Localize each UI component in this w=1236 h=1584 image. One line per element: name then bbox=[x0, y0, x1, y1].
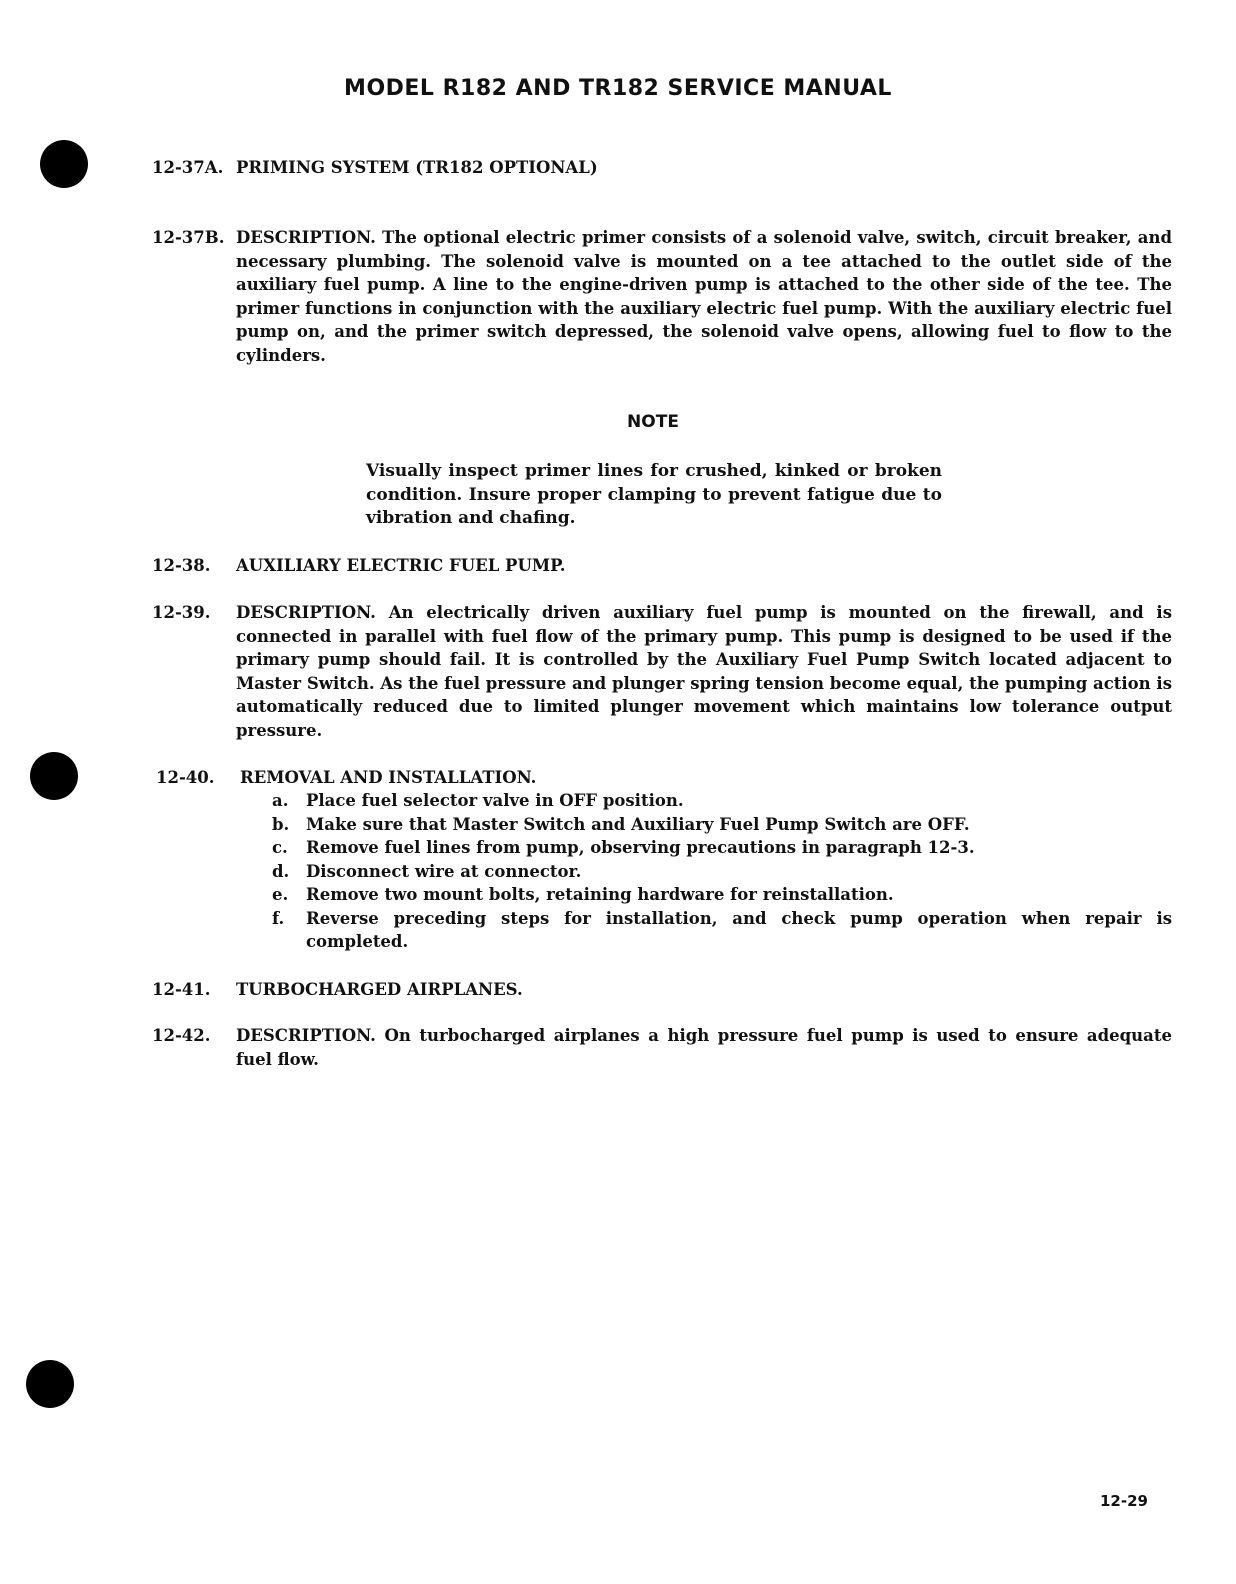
punch-hole-middle bbox=[30, 752, 78, 800]
step-text: Reverse preceding steps for installation, and check pump operation when repair is completed. bbox=[306, 908, 1172, 951]
step-letter: e. bbox=[272, 885, 289, 904]
list-item bbox=[270, 813, 1172, 837]
list-item bbox=[270, 883, 1172, 907]
page-number: 12-29 bbox=[1100, 1492, 1148, 1510]
section-12-38 bbox=[152, 554, 1172, 578]
section-title: AUXILIARY ELECTRIC FUEL PUMP. bbox=[236, 556, 566, 575]
section-title: REMOVAL AND INSTALLATION. bbox=[240, 768, 537, 787]
section-text: DESCRIPTION. An electrically driven auxiliary fuel pump is mounted on the firewall, and is connected in parallel with fuel flow of the primary pump. This pump is designed to be used if the primary pump should fail. It is controlled by the Auxiliary Fuel Pump Switch located adjacent to Master Switch. As the fuel pressure and plunger spring tension become equal, the pumping action is automatically reduced due to limited plunger movement which maintains low tolerance output pressure. bbox=[236, 603, 1172, 740]
section-number: 12-40. bbox=[156, 768, 215, 787]
section-12-37a bbox=[152, 156, 1172, 180]
page-title: MODEL R182 AND TR182 SERVICE MANUAL bbox=[344, 76, 892, 101]
step-text: Make sure that Master Switch and Auxiliary Fuel Pump Switch are OFF. bbox=[306, 814, 970, 834]
punch-hole-bottom bbox=[26, 1360, 74, 1408]
section-12-41 bbox=[152, 978, 1172, 1002]
section-number: 12-42. bbox=[152, 1026, 211, 1045]
step-text: Remove fuel lines from pump, observing precautions in paragraph 12-3. bbox=[306, 838, 975, 857]
punch-hole-top bbox=[40, 140, 88, 188]
note-heading: NOTE bbox=[627, 412, 679, 432]
section-12-39 bbox=[152, 601, 1172, 742]
step-letter: c. bbox=[272, 838, 288, 857]
section-number: 12-39. bbox=[152, 603, 211, 622]
list-item bbox=[270, 789, 1172, 813]
list-item bbox=[270, 860, 1172, 884]
removal-steps-list bbox=[270, 789, 1172, 954]
list-item bbox=[270, 836, 1172, 860]
section-number: 12-37B. bbox=[152, 228, 225, 247]
note-text: Visually inspect primer lines for crushed, kinked or broken condition. Insure proper clamping to prevent fatigue due to vibration and chafing. bbox=[366, 461, 942, 528]
step-text: Remove two mount bolts, retaining hardware for reinstallation. bbox=[306, 885, 894, 904]
section-text: DESCRIPTION. The optional electric primer consists of a solenoid valve, switch, circuit breaker, and necessary plumbing. The solenoid valve is mounted on a tee attached to the outlet side of the auxiliary fuel pump. A line to the engine-driven pump is attached to the other side of the tee. The primer functions in conjunction with the auxiliary electric fuel pump. With the auxiliary electric fuel pump on, and the primer switch depressed, the solenoid valve opens, allowing fuel to flow to the cylinders. bbox=[236, 228, 1172, 365]
section-number: 12-41. bbox=[152, 980, 211, 999]
list-item bbox=[270, 907, 1172, 954]
step-letter: a. bbox=[272, 791, 289, 810]
step-text: Place fuel selector valve in OFF position. bbox=[306, 791, 684, 810]
section-number: 12-38. bbox=[152, 556, 211, 575]
section-12-40 bbox=[156, 766, 1176, 790]
section-title: PRIMING SYSTEM (TR182 OPTIONAL) bbox=[236, 158, 598, 177]
step-text: Disconnect wire at connector. bbox=[306, 861, 582, 881]
section-title: TURBOCHARGED AIRPLANES. bbox=[236, 980, 523, 999]
section-12-37b bbox=[152, 226, 1172, 367]
section-number: 12-37A. bbox=[152, 158, 224, 177]
section-text: DESCRIPTION. On turbocharged airplanes a high pressure fuel pump is used to ensure adequate fuel flow. bbox=[236, 1026, 1172, 1069]
step-letter: f. bbox=[272, 908, 285, 928]
step-letter: b. bbox=[272, 814, 290, 834]
step-letter: d. bbox=[272, 861, 290, 881]
section-12-42 bbox=[152, 1024, 1172, 1071]
